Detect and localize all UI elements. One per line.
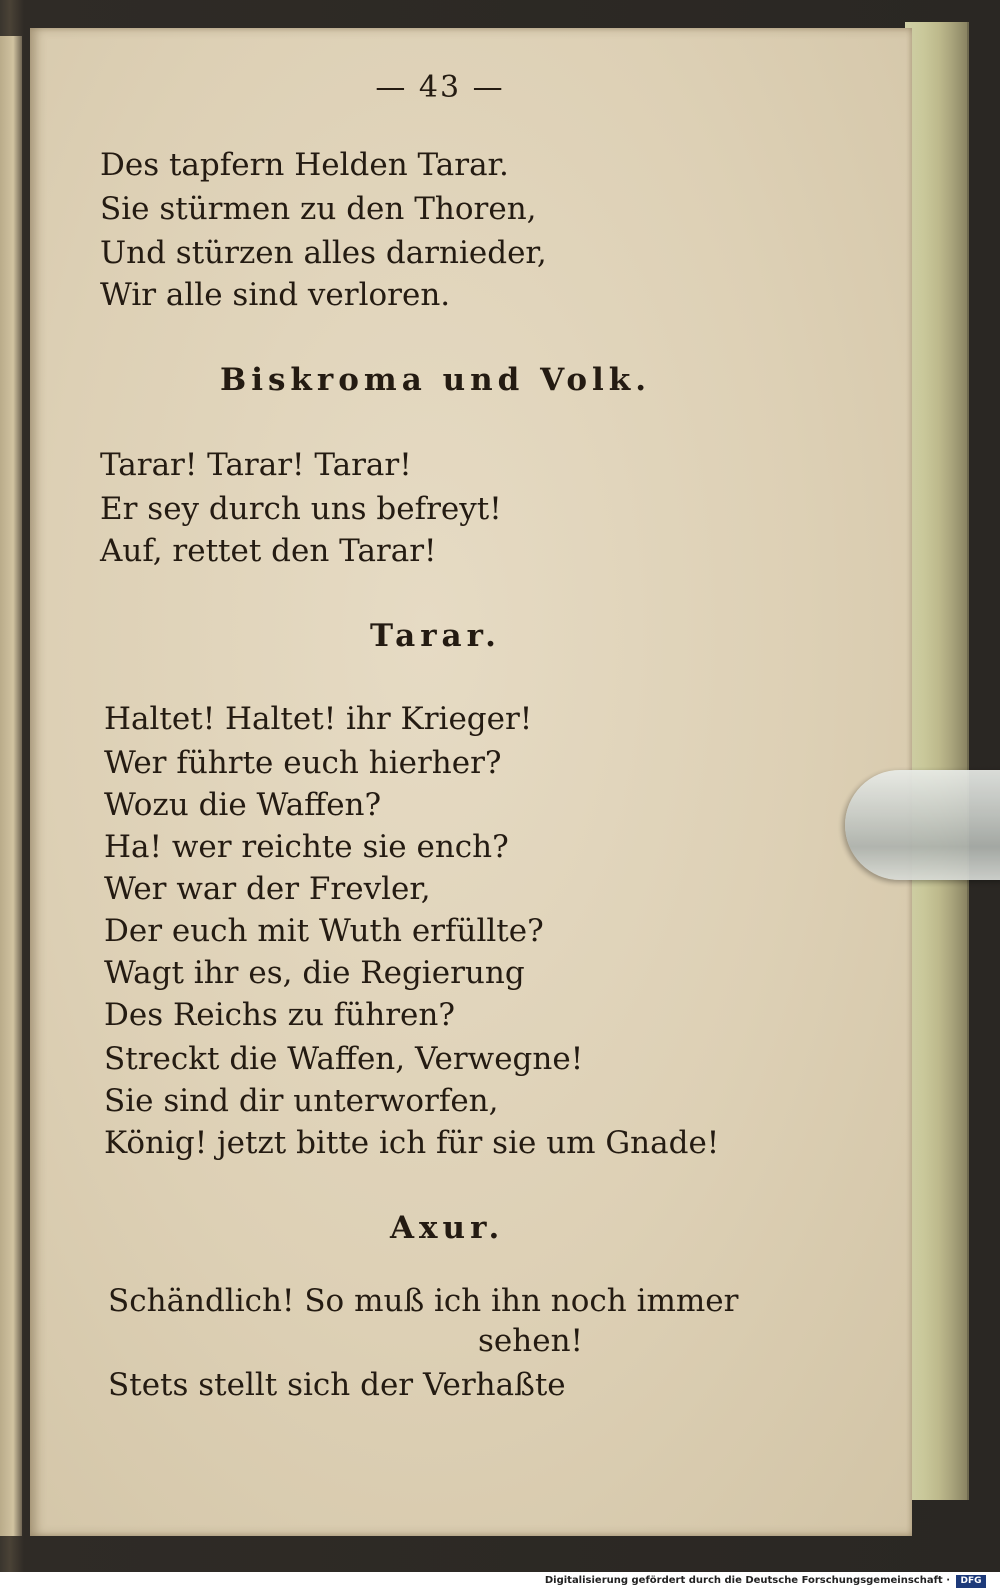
footer-bar (0, 1572, 1000, 1592)
text-line: Streckt die Waffen, Verwegne! (104, 1041, 584, 1077)
text-line: Wir alle sind verloren. (100, 277, 451, 313)
text-line: Sie stürmen zu den Thoren, (100, 191, 537, 227)
text-line: Stets stellt sich der Verhaßte (108, 1367, 566, 1403)
text-line: Auf, rettet den Tarar! (100, 533, 437, 569)
text-line: Wer führte euch hierher? (104, 745, 502, 781)
text-line: Wozu die Waffen? (104, 787, 382, 823)
text-line: Des Reichs zu führen? (104, 997, 455, 1033)
speaker-heading: Tarar. (370, 618, 501, 654)
text-line: Haltet! Haltet! ihr Krieger! (104, 701, 533, 737)
text-line: Schändlich! So muß ich ihn noch immer (108, 1283, 739, 1319)
text-line: König! jetzt bitte ich für sie um Gnade! (104, 1125, 720, 1161)
previous-page-edge (0, 36, 22, 1536)
text-line: Ha! wer reichte sie ench? (104, 829, 509, 865)
page-number: — 43 — (375, 70, 505, 105)
text-line: Der euch mit Wuth erfüllte? (104, 913, 544, 949)
text-line: sehen! (478, 1323, 583, 1359)
speaker-heading: Biskroma und Volk. (220, 362, 652, 398)
text-line: Er sey durch uns befreyt! (100, 491, 502, 527)
text-line: Und stürzen alles darnieder, (100, 235, 547, 271)
text-line: Tarar! Tarar! Tarar! (100, 447, 412, 483)
text-line: Wer war der Frevler, (104, 871, 431, 907)
page-clip (845, 770, 1000, 880)
page-stack-edge (905, 22, 969, 1500)
funding-credit: Digitalisierung gefördert durch die Deutsche Forschungsgemeinschaft · (544, 1575, 950, 1586)
text-line: Sie sind dir unterworfen, (104, 1083, 499, 1119)
text-line: Des tapfern Helden Tarar. (100, 147, 509, 183)
speaker-heading: Axur. (390, 1210, 505, 1246)
text-line: Wagt ihr es, die Regierung (104, 955, 525, 991)
dfg-logo: DFG (956, 1575, 986, 1588)
book-page (30, 28, 912, 1536)
